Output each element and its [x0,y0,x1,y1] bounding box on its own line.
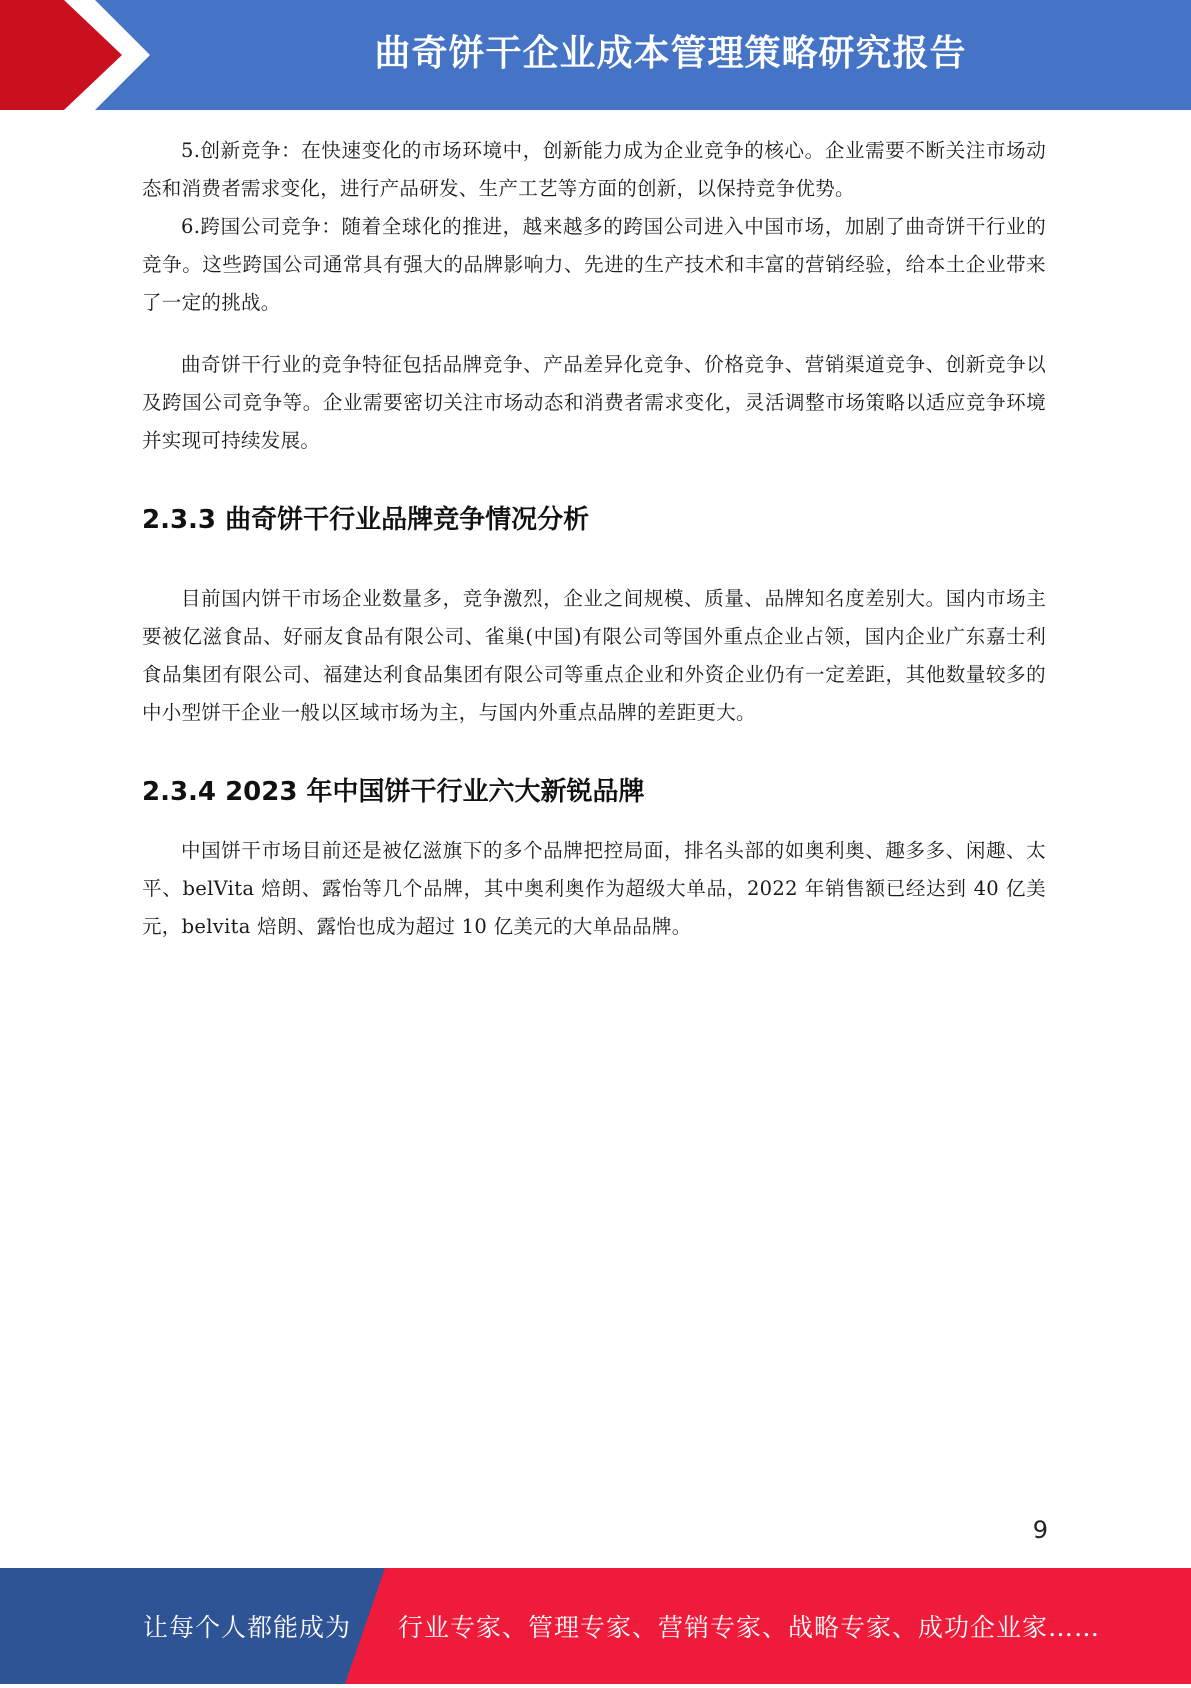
paragraph-innovation-competition: 5.创新竞争：在快速变化的市场环境中，创新能力成为企业竞争的核心。企业需要不断关注市场动态和消费者需求变化，进行产品研发、生产工艺等方面的创新，以保持竞争优势。 [142,139,1046,200]
footer-slogan-left: 让每个人都能成为 [143,1613,352,1642]
page-footer [0,1568,1191,1684]
page-number: 9 [1032,1516,1048,1544]
section-heading-2-3-4: 2.3.4 2023 年中国饼干行业六大新锐品牌 [142,777,645,807]
report-title: 曲奇饼干企业成本管理策略研究报告 [374,33,967,74]
paragraph-brand-competition: 目前国内饼干市场企业数量多，竞争激烈，企业之间规模、质量、品牌知名度差别大。国内市场主要被亿滋食品、好丽友食品有限公司、雀巢(中国)有限公司等国外重点企业占领，国内企业广东嘉士利食品集团有限公司、福建达利食品集团有限公司等重点企业和外资企业仍有一定差距，其他数量较多的中小型饼干企业一般以区域市场为主，与国内外重点品牌的差距更大。 [142,587,1046,724]
paragraph-new-brands: 中国饼干市场目前还是被亿滋旗下的多个品牌把控局面，排名头部的如奥利奥、趣多多、闲趣、太平、belVita 焙朗、露怡等几个品牌，其中奥利奥作为超级大单品，2022 年销售额已经达到 40 亿美元，belvita 焙朗、露怡也成为超过 10 亿美元的大单品品牌。 [142,839,1046,938]
paragraph-competition-summary: 曲奇饼干行业的竞争特征包括品牌竞争、产品差异化竞争、价格竞争、营销渠道竞争、创新竞争以及跨国公司竞争等。企业需要密切关注市场动态和消费者需求变化，灵活调整市场策略以适应竞争环境并实现可持续发展。 [142,353,1046,452]
footer-slogan-right: 行业专家、管理专家、营销专家、战略专家、成功企业家…… [398,1613,1101,1642]
header-chevron-decoration [0,0,160,110]
section-heading-2-3-3: 2.3.3 曲奇饼干行业品牌竞争情况分析 [142,505,590,535]
page-header [0,0,1191,110]
paragraph-multinational-competition: 6.跨国公司竞争：随着全球化的推进，越来越多的跨国公司进入中国市场，加剧了曲奇饼干行业的竞争。这些跨国公司通常具有强大的品牌影响力、先进的生产技术和丰富的营销经验，给本土企业带来了一定的挑战。 [142,215,1046,314]
document-body [142,132,1046,946]
